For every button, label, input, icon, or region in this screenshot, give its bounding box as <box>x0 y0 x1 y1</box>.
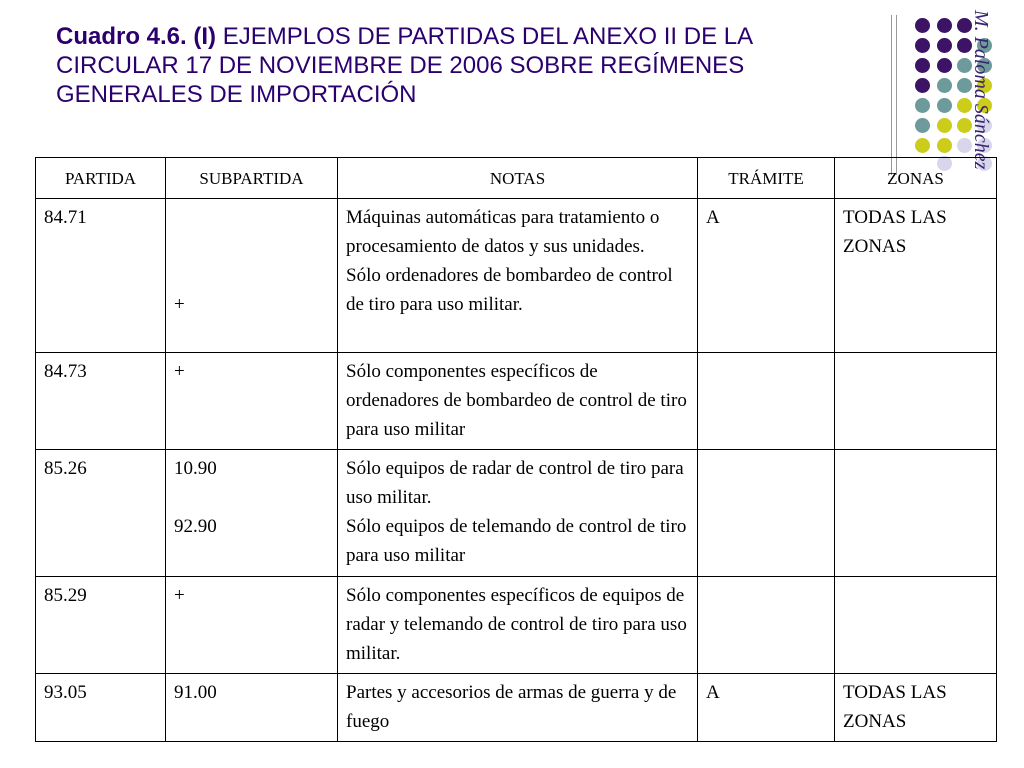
decorative-dot <box>915 78 930 93</box>
decorative-dot <box>937 18 952 33</box>
cell-tramite <box>698 577 835 674</box>
cell-zonas <box>835 353 997 450</box>
cell-tramite: A <box>698 674 835 742</box>
cell-subpartida: 91.00 <box>166 674 338 742</box>
cell-subpartida: 10.90 92.90 <box>166 450 338 577</box>
cell-notas: Partes y accesorios de armas de guerra y de fuego <box>338 674 698 742</box>
decorative-dot <box>915 138 930 153</box>
decorative-dot <box>937 78 952 93</box>
table-row <box>36 674 997 742</box>
table-row <box>36 450 997 577</box>
column-header-subpartida: SUBPARTIDA <box>166 158 338 199</box>
decorative-dot <box>915 118 930 133</box>
cell-subpartida: + <box>166 353 338 450</box>
cell-zonas <box>835 577 997 674</box>
decorative-dot <box>937 98 952 113</box>
decorative-dot <box>915 18 930 33</box>
slide-title <box>56 22 856 109</box>
partidas-table <box>35 157 997 742</box>
column-header-zonas: ZONAS <box>835 158 997 199</box>
author-name: M. Paloma Sánchez <box>970 10 992 170</box>
column-header-partida: PARTIDA <box>36 158 166 199</box>
cell-subpartida: + <box>166 199 338 353</box>
cell-partida: 84.73 <box>36 353 166 450</box>
cell-subpartida: + <box>166 577 338 674</box>
decorative-divider <box>896 15 897 175</box>
decorative-dot <box>915 98 930 113</box>
decorative-dot <box>915 38 930 53</box>
cell-partida: 85.29 <box>36 577 166 674</box>
column-header-notas: NOTAS <box>338 158 698 199</box>
cell-partida: 85.26 <box>36 450 166 577</box>
cell-tramite <box>698 353 835 450</box>
decorative-dot <box>937 38 952 53</box>
cell-partida: 84.71 <box>36 199 166 353</box>
cell-notas: Sólo componentes específicos de equipos de radar y telemando de control de tiro para uso militar. <box>338 577 698 674</box>
cell-notas: Máquinas automáticas para tratamiento o procesamiento de datos y sus unidades. Sólo ordenadores de bombardeo de control de tiro para uso militar. <box>338 199 698 353</box>
cell-notas: Sólo equipos de radar de control de tiro para uso militar. Sólo equipos de telemando de control de tiro para uso militar <box>338 450 698 577</box>
table-row <box>36 577 997 674</box>
cell-zonas: TODAS LAS ZONAS <box>835 199 997 353</box>
column-header-tramite: TRÁMITE <box>698 158 835 199</box>
decorative-dot <box>937 58 952 73</box>
table-row <box>36 353 997 450</box>
cell-tramite <box>698 450 835 577</box>
cell-tramite: A <box>698 199 835 353</box>
cell-zonas: TODAS LAS ZONAS <box>835 674 997 742</box>
decorative-dot <box>937 138 952 153</box>
cell-zonas <box>835 450 997 577</box>
table-header-row <box>36 158 997 199</box>
decorative-dot <box>937 118 952 133</box>
title-text: EJEMPLOS DE PARTIDAS DEL ANEXO II DE LA CIRCULAR 17 DE NOVIEMBRE DE 2006 SOBRE REGÍMENES GENERALES DE IMPORTACIÓN <box>56 23 752 108</box>
decorative-divider <box>891 15 892 175</box>
cell-partida: 93.05 <box>36 674 166 742</box>
table-number: Cuadro 4.6. (I) <box>56 23 217 50</box>
cell-notas: Sólo componentes específicos de ordenadores de bombardeo de control de tiro para uso militar <box>338 353 698 450</box>
decorative-dot <box>915 58 930 73</box>
table-row <box>36 199 997 353</box>
